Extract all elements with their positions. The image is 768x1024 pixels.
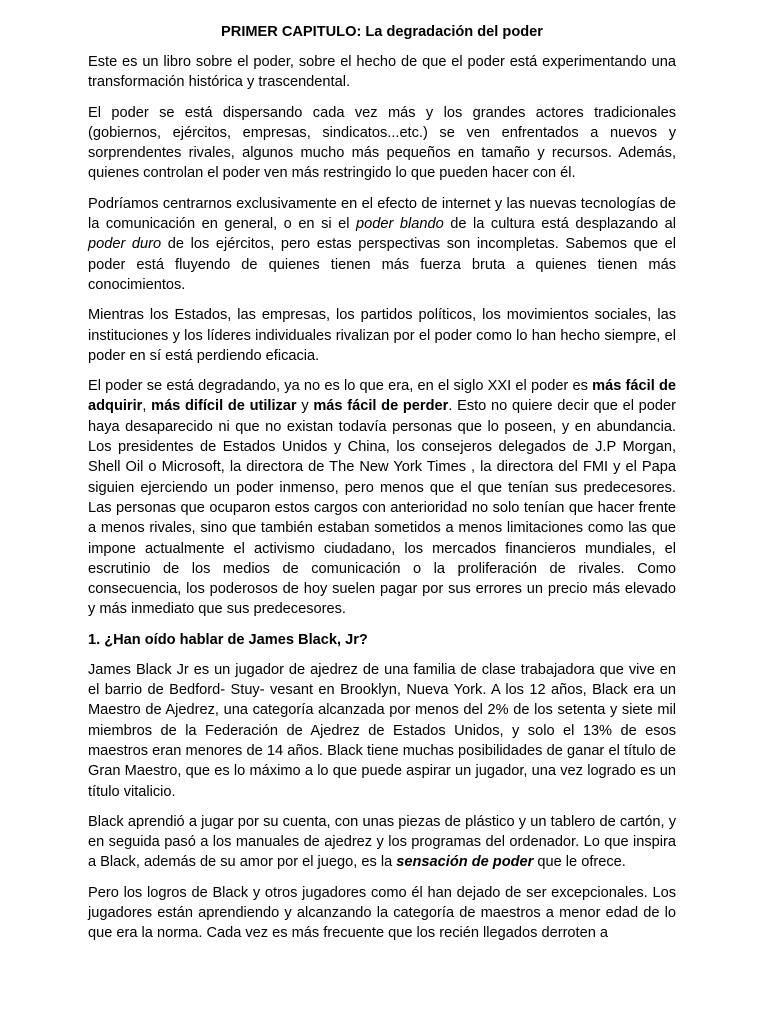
chapter-title: PRIMER CAPITULO: La degradación del poder xyxy=(221,24,543,40)
bold-phrase-acquire: más fácil de adquirir xyxy=(88,378,676,415)
paragraph-text: , xyxy=(142,398,152,415)
paragraph-text: Black aprendió a jugar por su cuenta, con unas piezas de plástico y un tablero de cartón, y en seguida pasó a los manuales de ajedrez y los programas del ordenador. Lo que inspira a Black, además de su amor por el juego, es la xyxy=(88,813,676,871)
paragraph-efficacy: Mientras los Estados, las empresas, los partidos políticos, los movimientos sociales, las instituciones y los líderes individuales rivalizan por el poder como lo han hecho siempre, el poder en sí está perdiendo eficacia. xyxy=(88,307,676,364)
paragraph-degradation xyxy=(88,376,676,620)
paragraph-text: de la cultura está desplazando al xyxy=(443,216,676,233)
document-body xyxy=(88,22,676,944)
section-heading: 1. ¿Han oído hablar de James Black, Jr? xyxy=(88,631,368,648)
emphasis-text: sensación de poder xyxy=(396,854,534,871)
paragraph-text: Podríamos centrarnos exclusivamente en el efecto de internet y las nuevas tecnologías de la comunicación en general, o en si el xyxy=(88,195,676,233)
bold-phrase-lose: más fácil de perder xyxy=(313,398,449,415)
paragraph-dispersion: El poder se está dispersando cada vez más y los grandes actores tradicionales (gobiernos, ejércitos, empresas, sindicatos...etc.) se ven enfrentados a nuevos y sorprendentes rivales, algunos mucho más pequeños en tamaño y recursos. Además, quienes controlan el poder ven más restringido lo que pueden hacer con él. xyxy=(88,104,676,182)
bold-phrase-use: más difícil de utilizar xyxy=(151,398,297,415)
paragraph-perspectives xyxy=(88,194,676,295)
bold-italic-phrase-power xyxy=(396,854,533,870)
italic-term-hard-power: poder duro xyxy=(88,236,162,253)
paragraph-intro: Este es un libro sobre el poder, sobre el hecho de que el poder está experimentando una transformación histórica y trascendental. xyxy=(88,54,676,91)
paragraph-text: que le ofrece. xyxy=(533,854,626,871)
paragraph-learning xyxy=(88,812,676,873)
paragraph-text: y xyxy=(296,398,314,415)
paragraph-achievements: Pero los logros de Black y otros jugadores como él han dejado de ser excepcionales. Los jugadores están aprendiendo y alcanzando la categoría de maestros a menor edad de lo que era la norma. Cada vez es más frecuente que los recién llegados derroten a xyxy=(88,884,676,942)
paragraph-james-black: James Black Jr es un jugador de ajedrez de una familia de clase trabajadora que vive en el barrio de Bedford- Stuy- vesant en Brooklyn, Nueva York. A los 12 años, Black era un Maestro de Ajedrez, una categoría alcanzada por menos del 2% de los setenta y siete mil miembros de la Federación de Ajedrez de Estados Unidos, y solo el 13% de esos maestros eran menores de 14 años. Black tiene muchas posibilidades de ganar el título de Gran Maestro, que es lo máximo a lo que puede aspirar un jugador, una vez logrado es un título vitalicio. xyxy=(88,661,676,800)
paragraph-text: . Esto no quiere decir que el poder haya desaparecido ni que no existan todavía personas que lo poseen, y en abundancia. Los presidentes de Estados Unidos y China, los consejeros delegados de J.P Morgan, Shell Oil o Microsoft, la directora de The New York Times , la directora del FMI y el Papa siguien ejerciendo un poder inmenso, pero menos que el que tenían sus predecesores. Las personas que ocuparon estos cargos con anterioridad no solo tenían que hacer frente a menos rivales, sino que también estaban sometidos a menos limitaciones como las que impone actualmente el activismo ciudadano, los mercados financieros mundiales, el escrutinio de los medios de comunicación o la proliferación de rivales. Como consecuencia, los poderosos de hoy suelen pagar por sus errores un precio más elevado y más inmediato que sus predecesores. xyxy=(88,398,677,618)
italic-term-soft-power: poder blando xyxy=(356,216,444,233)
paragraph-text: El poder se está degradando, ya no es lo que era, en el siglo XXI el poder es xyxy=(88,378,593,395)
paragraph-text: de los ejércitos, pero estas perspectivas son incompletas. Sabemos que el poder está fluyendo de quienes tienen más fuerza bruta a quienes tienen más conocimientos. xyxy=(88,236,677,293)
